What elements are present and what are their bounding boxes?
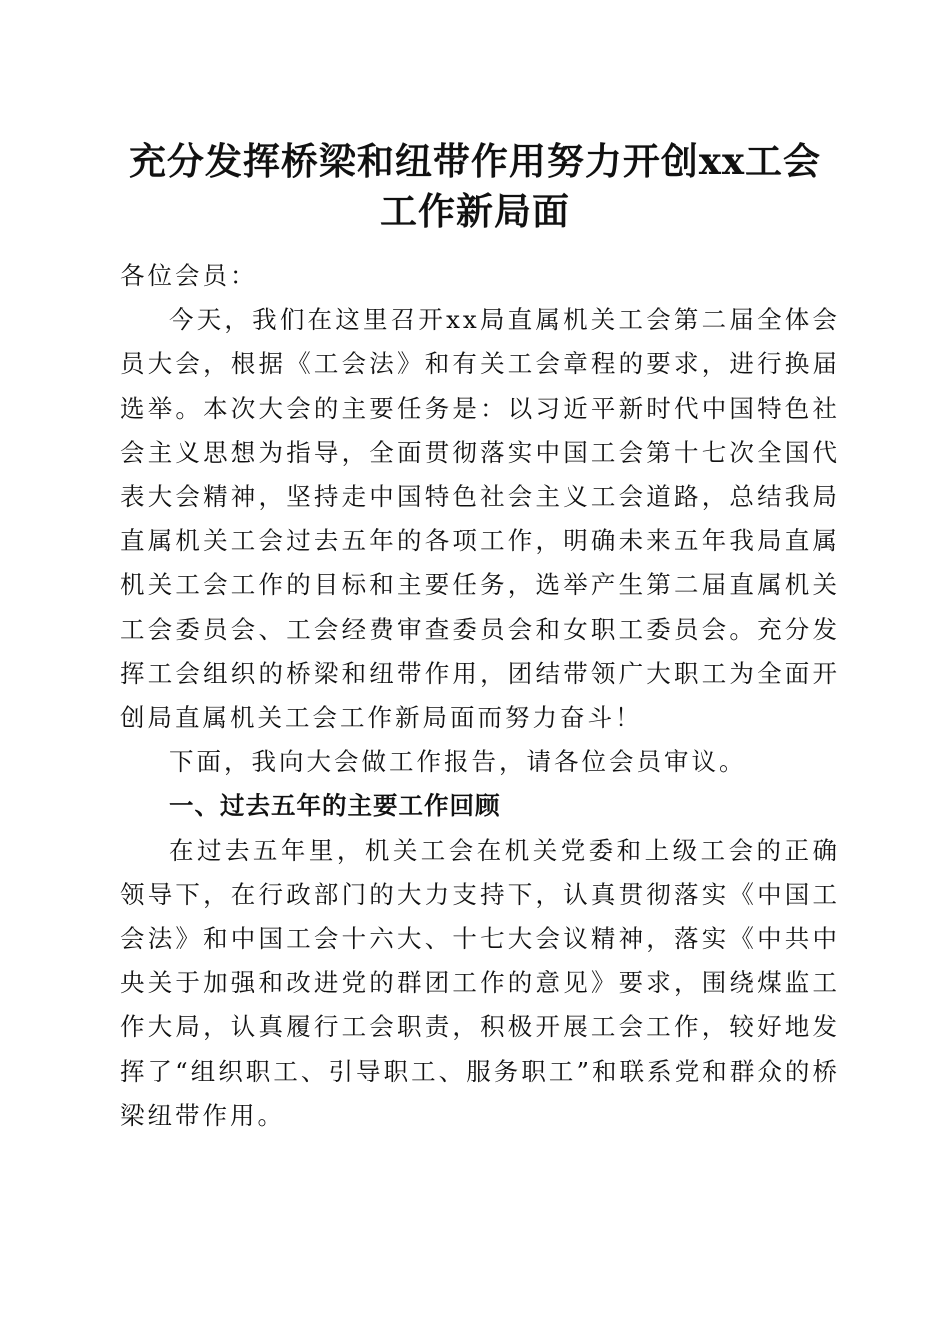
section-heading: 一、过去五年的主要工作回顾 [169,791,501,821]
paragraph-report: 下面，我向大会做工作报告，请各位会员审议。 [169,747,747,777]
salutation: 各位会员： [120,261,258,290]
document-title: 充分发挥桥梁和纽带作用努力开创xx工会工作新局面 [128,139,822,233]
paragraph-intro: 今天，我们在这里召开xx局直属机关工会第二届全体会员大会，根据《工会法》和有关工会章程的要求，进行换届选举。本次大会的主要任务是：以习近平新时代中国特色社会主义思想为指导，全面贯彻落实中国工会第十七次全国代表大会精神，坚持走中国特色社会主义工会道路，总结我局直属机关工会过去五年的各项工作，明确未来五年我局直属机关工会工作的目标和主要任务，选举产生第二届直属机关工会委员会、工会经费审查委员会和女职工委员会。充分发挥工会组织的桥梁和纽带作用，团结带领广大职工为全面开创局直属机关工会工作新局面而努力奋斗！ [120,305,840,733]
paragraph-review: 在过去五年里，机关工会在机关党委和上级工会的正确领导下，在行政部门的大力支持下，认真贯彻落实《中国工会法》和中国工会十六大、十七大会议精神，落实《中共中央关于加强和改进党的群团工作的意见》要求，围绕煤监工作大局，认真履行工会职责，积极开展工会工作，较好地发挥了“组织职工、引导职工、服务职工”和联系党和群众的桥梁纽带作用。 [120,835,840,1130]
document-body [120,254,840,1138]
